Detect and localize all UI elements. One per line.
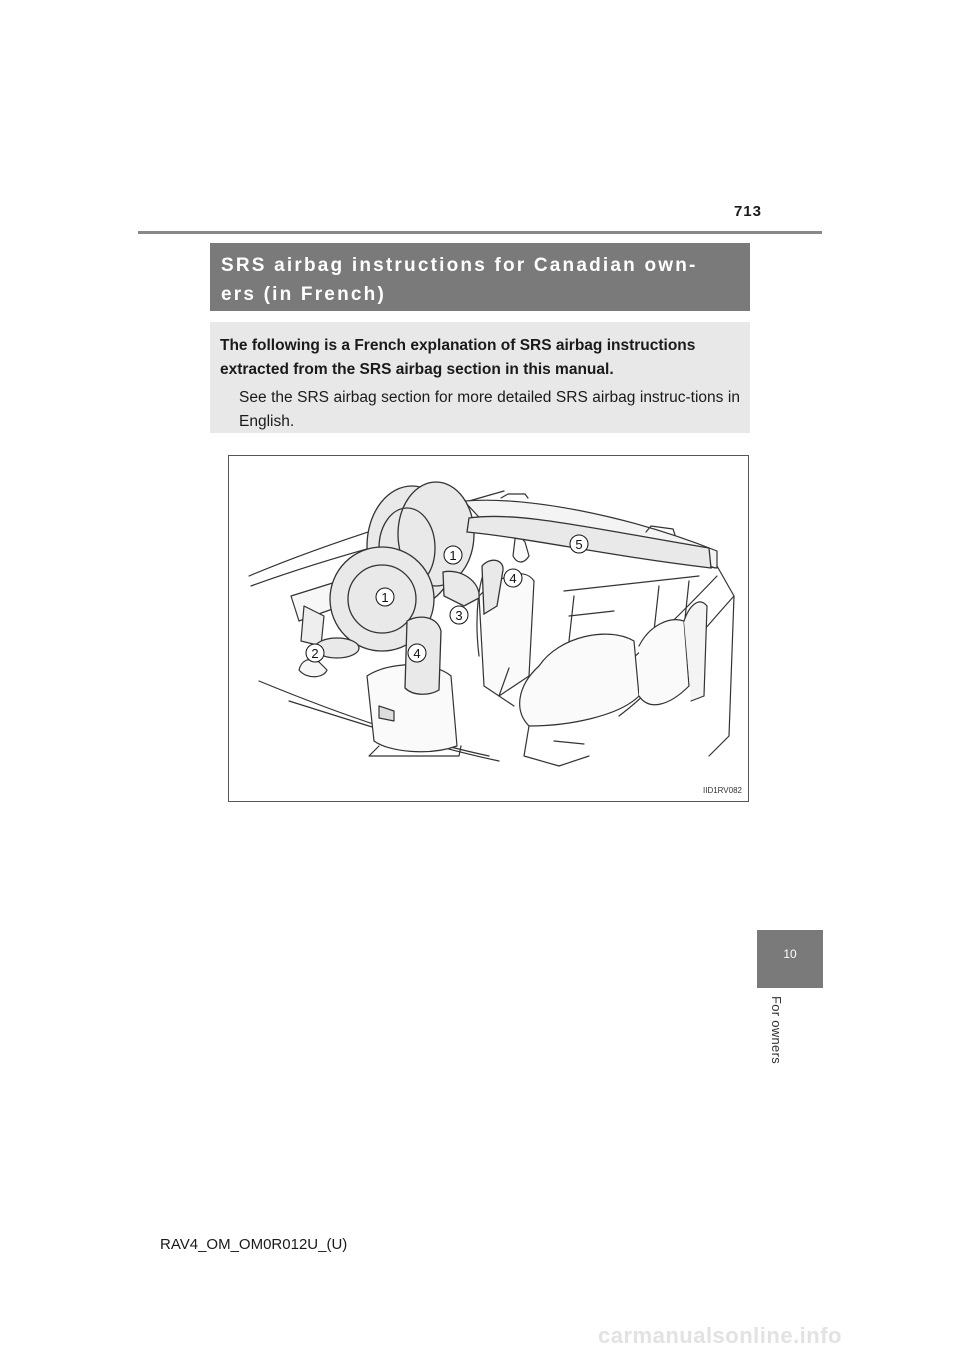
watermark-logo <box>596 1321 936 1351</box>
section-title-line-2: ers (in French) <box>221 284 386 305</box>
header-rule <box>138 231 822 234</box>
svg-text:carmanualsonline.info: carmanualsonline.info <box>598 1323 842 1348</box>
callout-1-lower <box>376 588 394 606</box>
svg-text:4: 4 <box>509 571 517 586</box>
figure-image-code: IID1RV082 <box>703 786 742 795</box>
chapter-number: 10 <box>783 947 797 961</box>
svg-text:2: 2 <box>311 646 319 661</box>
page-number: 713 <box>733 203 762 220</box>
svg-text:5: 5 <box>575 537 583 552</box>
intro-box <box>210 322 750 433</box>
airbag-locations-figure <box>228 455 749 802</box>
callout-1-upper <box>444 546 462 564</box>
section-title-line-1: SRS airbag instructions for Canadian own- <box>221 255 698 276</box>
chapter-label: For owners <box>769 996 784 1065</box>
callout-2 <box>306 644 324 662</box>
document-code: RAV4_OM_OM0R012U_(U) <box>160 1236 348 1253</box>
callout-3 <box>450 606 468 624</box>
intro-bold-text: The following is a French explanation of SRS airbag instructions extracted from the SRS airbag section in this manual. <box>220 337 696 378</box>
callout-4-lower <box>408 644 426 662</box>
svg-text:1: 1 <box>381 590 389 605</box>
intro-note-text: See the SRS airbag section for more detailed SRS airbag instruc-tions in English. <box>239 389 740 430</box>
car-interior-illustration <box>229 456 748 801</box>
svg-text:1: 1 <box>449 548 457 563</box>
svg-text:4: 4 <box>413 646 421 661</box>
callout-4-upper <box>504 569 522 587</box>
section-title <box>210 243 750 311</box>
chapter-tab <box>757 930 823 988</box>
callout-5 <box>570 535 588 553</box>
svg-text:3: 3 <box>455 608 463 623</box>
